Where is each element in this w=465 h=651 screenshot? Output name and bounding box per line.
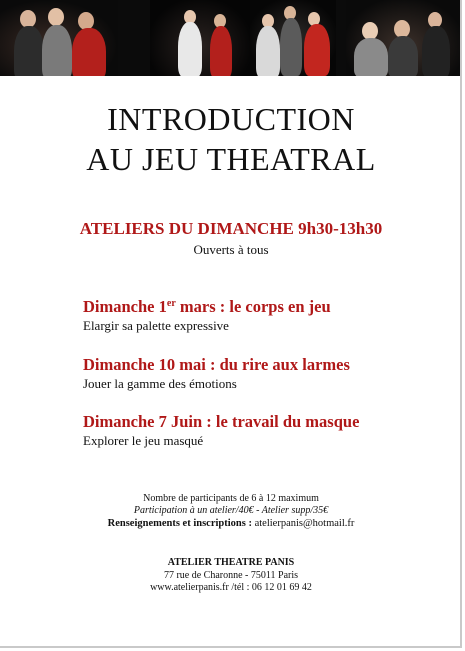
actors-photo-2	[150, 0, 250, 76]
session-1	[83, 297, 453, 335]
title-line-2: AU JEU THEATRAL	[86, 141, 376, 177]
workshops-heading: ATELIERS DU DIMANCHE 9h30-13h30	[79, 219, 383, 238]
session-2-title: Dimanche 10 mai : du rire aux larmes	[83, 355, 350, 374]
photo-banner	[0, 0, 462, 76]
session-3	[83, 412, 453, 450]
session-3-title: Dimanche 7 Juin : le travail du masque	[83, 412, 360, 431]
session-2	[83, 355, 453, 393]
session-3-description: Explorer le jeu masqué	[83, 433, 204, 448]
session-1-description: Elargir sa palette expressive	[83, 318, 229, 333]
session-2-description: Jouer la gamme des émotions	[83, 376, 237, 391]
open-to-all: Ouverts à tous	[193, 242, 269, 257]
session-1-title: Dimanche 1er mars : le corps en jeu	[83, 297, 331, 316]
fee-info: Participation à un atelier/40€ - Atelier supp/35€	[133, 505, 329, 516]
contact-email[interactable]: atelierpanis@hotmail.fr	[254, 518, 355, 529]
actors-photo-1	[0, 0, 118, 76]
organization-web-phone[interactable]: www.atelierpanis.fr /tél : 06 12 01 69 42	[150, 582, 312, 593]
actors-photo-4	[346, 0, 462, 76]
organization-address: 77 rue de Charonne - 75011 Paris	[163, 570, 299, 581]
title-line-1: INTRODUCTION	[107, 101, 355, 137]
organization-name: ATELIER THEATRE PANIS	[167, 557, 295, 568]
contact-info	[0, 518, 462, 530]
contact-label: Renseignements et inscriptions :	[107, 518, 252, 529]
actors-photo-3	[250, 0, 336, 76]
participants-info: Nombre de participants de 6 à 12 maximum	[143, 493, 319, 504]
